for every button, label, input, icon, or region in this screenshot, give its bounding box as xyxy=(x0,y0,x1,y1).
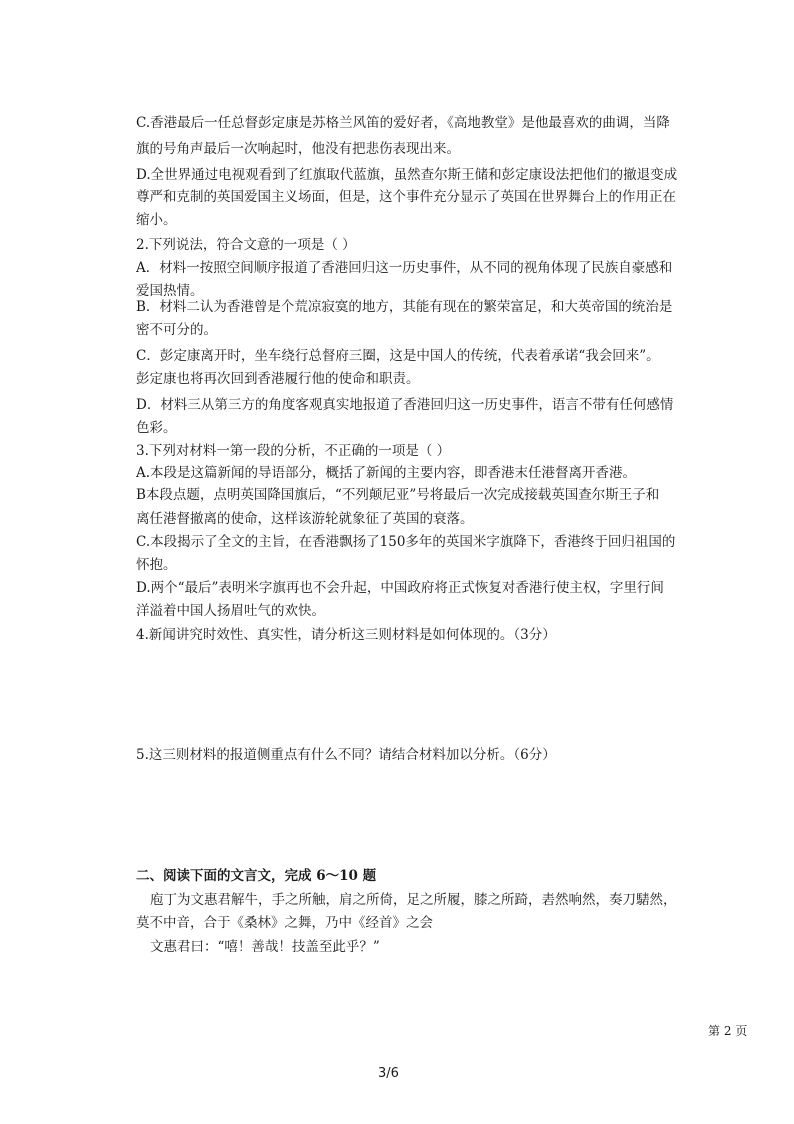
text-line: 爱国热情。 xyxy=(136,283,204,299)
sheet-number: 3/6 xyxy=(378,1066,399,1081)
text-line: B本段点题，点明英国降国旗后，“不列颠尼亚”号将最后一次完成接载英国查尔斯王子和 xyxy=(136,487,660,503)
passage-line: 莫不中音，合于《桑林》之舞，乃中《经首》之会 xyxy=(136,915,433,931)
text-line: C.本段揭示了全文的主旨，在香港飘扬了150多年的英国米字旗降下，香港终于回归祖国的 xyxy=(136,534,676,550)
text-line: D.全世界通过电视观看到了红旗取代蓝旗，虽然查尔斯王储和彭定康设法把他们的撤退变成 xyxy=(136,167,678,183)
text-line: 离任港督撤离的使命，这样该游轮就象征了英国的衰落。 xyxy=(136,511,474,527)
text-line: D.两个“最后”表明米字旗再也不会升起，中国政府将正式恢复对香港行使主权，字里行间 xyxy=(136,580,664,596)
question-3: 3.下列对材料一第一段的分析，不正确的一项是（ ） xyxy=(136,443,451,459)
text-line: A.本段是这篇新闻的导语部分，概括了新闻的主要内容，即香港末任港督离开香港。 xyxy=(136,465,637,481)
text-line: 密不可分的。 xyxy=(136,322,217,338)
text-line: 尊严和克制的英国爱国主义场面，但是，这个事件充分显示了英国在世界舞台上的作用正在 xyxy=(136,189,676,205)
section-heading: 二、阅读下面的文言文，完成 6～10 题 xyxy=(136,868,377,884)
text-line: 洋溢着中国人扬眉吐气的欢快。 xyxy=(136,603,325,619)
text-line: B．材料二认为香港曾是个荒凉寂寞的地方，其能有现在的繁荣富足，和大英帝国的统治是 xyxy=(136,299,673,315)
question-2: 2.下列说法，符合文意的一项是（ ） xyxy=(136,237,356,253)
question-4: 4.新闻讲究时效性、真实性，请分析这三则材料是如何体现的。（3分） xyxy=(136,627,556,643)
text-line: C.香港最后一任总督彭定康是苏格兰风笛的爱好者，《高地教堂》是他最喜欢的曲调，当降 xyxy=(136,115,670,131)
text-line: 怀抱。 xyxy=(136,557,177,573)
text-line: 缩小。 xyxy=(136,212,177,228)
page-number: 第 2 页 xyxy=(708,1024,748,1038)
text-line: D．材料三从第三方的角度客观真实地报道了香港回归这一历史事件，语言不带有任何感情 xyxy=(136,397,674,413)
text-line: C．彭定康离开时，坐车绕行总督府三圈，这是中国人的传统，代表着承诺“我会回来”。 xyxy=(136,348,660,364)
question-5: 5.这三则材料的报道侧重点有什么不同？请结合材料加以分析。（6分） xyxy=(136,747,556,763)
text-line: 色彩。 xyxy=(136,420,177,436)
text-line: 彭定康也将再次回到香港履行他的使命和职责。 xyxy=(136,371,420,387)
text-line: 旗的号角声最后一次响起时，他没有把悲伤表现出来。 xyxy=(136,141,460,157)
passage-line: 庖丁为文惠君解牛，手之所触，肩之所倚，足之所履，膝之所踦，砉然响然，奏刀騞然， xyxy=(150,892,677,908)
passage-line: 文惠君曰：“嘻！善哉！技盖至此乎？” xyxy=(150,939,380,955)
text-line: A．材料一按照空间顺序报道了香港回归这一历史事件，从不同的视角体现了民族自豪感和 xyxy=(136,260,673,276)
